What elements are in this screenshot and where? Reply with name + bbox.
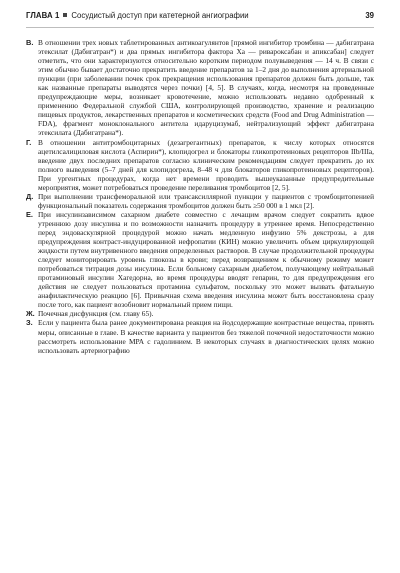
header-divider — [26, 27, 374, 28]
paragraph: При инсулинзависимом сахарном диабете совместно с лечащим врачом следует сократить вдвое утреннюю дозу инсулина и по возможности назначить процедуру в утреннее время. Непосредственно перед эндоваскулярной процедурой можно начать медленную инфузию 5% декстрозы, а для предупреждения контраст-индуцированной нефропатии (КИН) можно увеличить объем циркулирующей жидкости путем внутривенного введения определенных растворов. В случае продолжительной процедуры следует мониторировать уровень глюкозы в крови; перед возвращением к обычному режиму может потребоваться титрация дозы инсулина. Если больному сахарным диабетом, получающему нейтральный протаминовый инсулин Хагедорна, во время процедуры вводят гепарин, то для предупреждения его действия не следует пользоваться протамина сульфатом, поскольку это может вызвать фатальную анафилактическую реакцию [6]. Привычная схема введения инсулина может быть восстановлена сразу после того, как пациент возобновит нормальный прием пищи. — [38, 209, 374, 310]
list-item — [26, 318, 374, 354]
paragraph: Если у пациента была ранее документирована реакция на йодсодержащие контрастные вещества, принять меры, описанные в главе. В качестве варианта у пациентов без тяжелой почечной недостаточности можно рассмотреть использование МРА с гадолинием. В некоторых случаях в диагностических целях можно использовать артериографию — [38, 318, 374, 355]
list-marker: В. — [26, 38, 34, 47]
page-number: 39 — [365, 11, 374, 20]
paragraph: В отношении трех новых таблетированных антикоагулянтов [прямой ингибитор тромбина — дабигатрана этексилат (Дабигатран*) и два прямых ингибитора фактора Ха — ривароксабан и апиксабан] следует отметить, что они характеризуются относительно коротким периодом полувыведения — 14 ч. В связи с этим обычно бывает достаточно прекратить введение препаратов за 1–2 дня до выполнения артериальной пункции (при заболевании почек срок прекращения использования препаратов должен быть дольше, так как названные препараты выводятся через почки) [4, 5]. В случаях, когда, несмотря на проведенные предупреждающие меры, возникает кровотечение, можно использовать недавно одобренный к применению Федеральной службой США, контролирующей производство, хранение и реализацию пищевых продуктов, лекарственных препаратов и косметических средств (Food and Drug Administration — FDA), фрагмент моноклонального антитела идаруцизумаб, нейтрализующий эффект дабигатрана этексилата (Дабигатрана*). — [38, 38, 374, 138]
list-marker: Д. — [26, 191, 34, 201]
chapter-title: Сосудистый доступ при катетерной ангиографии — [71, 11, 249, 20]
paragraph: Почечная дисфункция (см. главу 65). — [38, 309, 154, 319]
list-item — [26, 210, 374, 310]
paragraph: При выполнении трансфеморальной или трансаксиллярной пункции у пациентов с тромбоцитопенией функциональный показатель содержания тромбоцитов должен быть ≥50 000 в 1 мкл [2]. — [38, 191, 374, 210]
square-bullet-icon — [63, 13, 67, 17]
chapter-label: ГЛАВА 1 — [26, 11, 60, 20]
body-text — [26, 38, 374, 355]
list-marker: Ж. — [26, 309, 35, 319]
paragraph: В отношении антитромбоцитарных (дезагрегантных) препаратов, к числу которых относятся ацетилсалициловая кислота (Аспирин*), клопидогрел и блокаторы гликопротеиновых рецепторов IIb/IIIa, введение двух последних препаратов согласно клиническим рекомендациям следует прекратить до их полного выведения (5–7 дней для клопидогрела, 8–48 ч для блокаторов гликопротеиновых рецепторов). При ургентных процедурах, когда нет времени проводить вышеуказанные предупредительные мероприятия, может потребоваться проведение переливания тромбоцитов [2, 5]. — [38, 137, 374, 192]
running-header — [26, 11, 374, 25]
list-item — [26, 38, 374, 138]
list-item — [26, 192, 374, 210]
list-marker: Г. — [26, 137, 32, 147]
list-item — [26, 309, 374, 318]
list-item — [26, 138, 374, 192]
list-marker: Е. — [26, 209, 33, 219]
list-marker: З. — [26, 318, 33, 328]
